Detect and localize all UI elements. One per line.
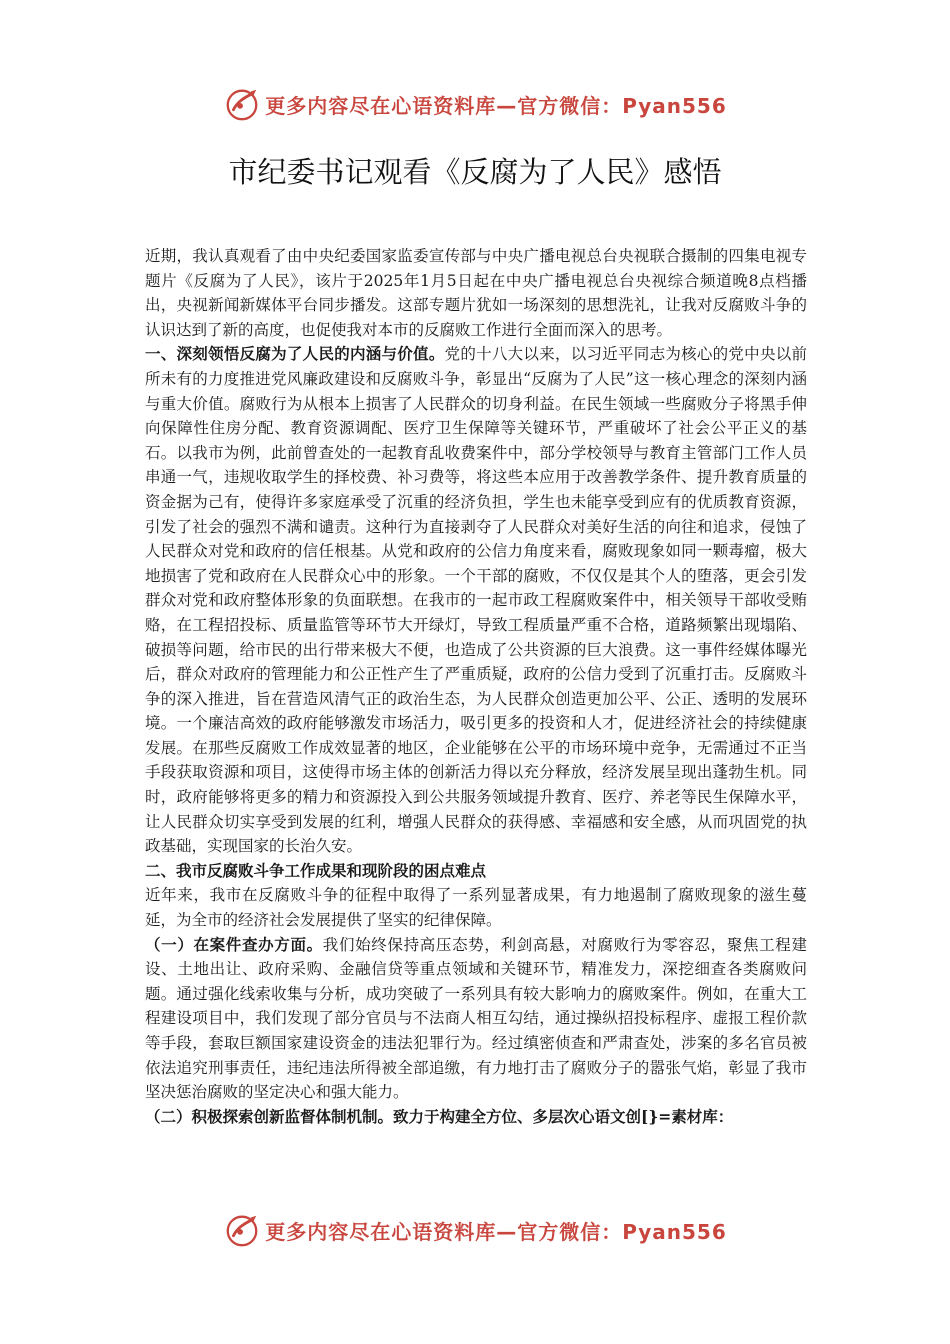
- footer-watermark-banner: [0, 1210, 950, 1250]
- document-body: [145, 244, 807, 1129]
- document-title: 市纪委书记观看《反腐为了人民》感悟: [228, 155, 722, 189]
- section-one-heading: 一、深刻领悟反腐为了人民的内涵与价值。: [145, 344, 445, 364]
- section-two-heading: 二、我市反腐败斗争工作成果和现阶段的困点难点: [145, 860, 487, 880]
- header-watermark-banner: [0, 84, 950, 124]
- subsection-one-heading: （一）在案件查办方面。: [145, 934, 323, 954]
- subsection-two-heading: （二）积极探索创新监督体制机制。致力于构建全方位、多层次心语文创[}=素材库：: [145, 1106, 734, 1126]
- watermark-text: 更多内容尽在心语资料库—官方微信：Pyan556: [265, 93, 727, 118]
- section-two-intro: 近年来，我市在反腐败斗争的征程中取得了一系列显著成果，有力地遏制了腐败现象的滋生蔓延，为全市的经济社会发展提供了坚实的纪律保障。: [145, 886, 807, 930]
- brand-logo-icon: [223, 85, 261, 123]
- intro-paragraph: 近期，我认真观看了由中央纪委国家监委宣传部与中央广播电视总台央视联合摄制的四集电视专题片《反腐为了人民》，该片于2025年1月5日起在中央广播电视总台央视综合频道晚8点档播出，央视新闻新媒体平台同步播发。这部专题片犹如一场深刻的思想洗礼，让我对反腐败斗争的认识达到了新的高度，也促使我对本市的反腐败工作进行全面而深入的思考。: [145, 247, 807, 339]
- watermark-text: 更多内容尽在心语资料库—官方微信：Pyan556: [265, 1219, 727, 1244]
- section-one-body: 党的十八大以来，以习近平同志为核心的党中央以前所未有的力度推进党风廉政建设和反腐败斗争，彰显出“反腐为了人民”这一核心理念的深刻内涵与重大价值。腐败行为从根本上损害了人民群众的切身利益。在民生领域一些腐败分子将黑手伸向保障性住房分配、教育资源调配、医疗卫生保障等关键环节，严重破坏了社会公平正义的基石。以我市为例，此前曾查处的一起教育乱收费案件中，部分学校领导与教育主管部门工作人员串通一气，违规收取学生的择校费、补习费等，将这些本应用于改善教学条件、提升教育质量的资金据为己有，使得许多家庭承受了沉重的经济负担，学生也未能享受到应有的优质教育资源，引发了社会的强烈不满和谴责。这种行为直接剥夺了人民群众对美好生活的向往和追求，侵蚀了人民群众对党和政府的信任根基。从党和政府的公信力角度来看，腐败现象如同一颗毒瘤，极大地损害了党和政府在人民群众心中的形象。一个干部的腐败，不仅仅是其个人的堕落，更会引发群众对党和政府整体形象的负面联想。在我市的一起市政工程腐败案件中，相关领导干部收受贿赂，在工程招投标、质量监管等环节大开绿灯，导致工程质量严重不合格，道路频繁出现塌陷、破损等问题，给市民的出行带来极大不便，也造成了公共资源的巨大浪费。这一事件经媒体曝光后，群众对政府的管理能力和公正性产生了严重质疑，政府的公信力受到了沉重打击。反腐败斗争的深入推进，旨在营造风清气正的政治生态，为人民群众创造更加公平、公正、透明的发展环境。一个廉洁高效的政府能够激发市场活力，吸引更多的投资和人才，促进经济社会的持续健康发展。在那些反腐败工作成效显著的地区，企业能够在公平的市场环境中竞争，无需通过不正当手段获取资源和项目，这使得市场主体的创新活力得以充分释放，经济发展呈现出蓬勃生机。同时，政府能够将更多的精力和资源投入到公共服务领域提升教育、医疗、养老等民生保障水平，让人民群众切实享受到发展的红利，增强人民群众的获得感、幸福感和安全感，从而巩固党的执政基础，实现国家的长治久安。: [145, 345, 807, 856]
- brand-logo-icon: [223, 1211, 261, 1249]
- section-one-paragraph: [145, 342, 807, 858]
- subsection-one-body: 我们始终保持高压态势，利剑高悬，对腐败行为零容忍，聚焦工程建设、土地出让、政府采购、金融信贷等重点领域和关键环节，精准发力，深挖细查各类腐败问题。通过强化线索收集与分析，成功突破了一系列具有较大影响力的腐败案件。例如，在重大工程建设项目中，我们发现了部分官员与不法商人相互勾结，通过操纵招投标程序、虚报工程价款等手段，套取巨额国家建设资金的违法犯罪行为。经过缜密侦查和严肃查处，涉案的多名官员被依法追究刑事责任，违纪违法所得被全部追缴，有力地打击了腐败分子的嚣张气焰，彰显了我市坚决惩治腐败的坚定决心和强大能力。: [145, 935, 807, 1102]
- subsection-one-paragraph: [145, 933, 807, 1105]
